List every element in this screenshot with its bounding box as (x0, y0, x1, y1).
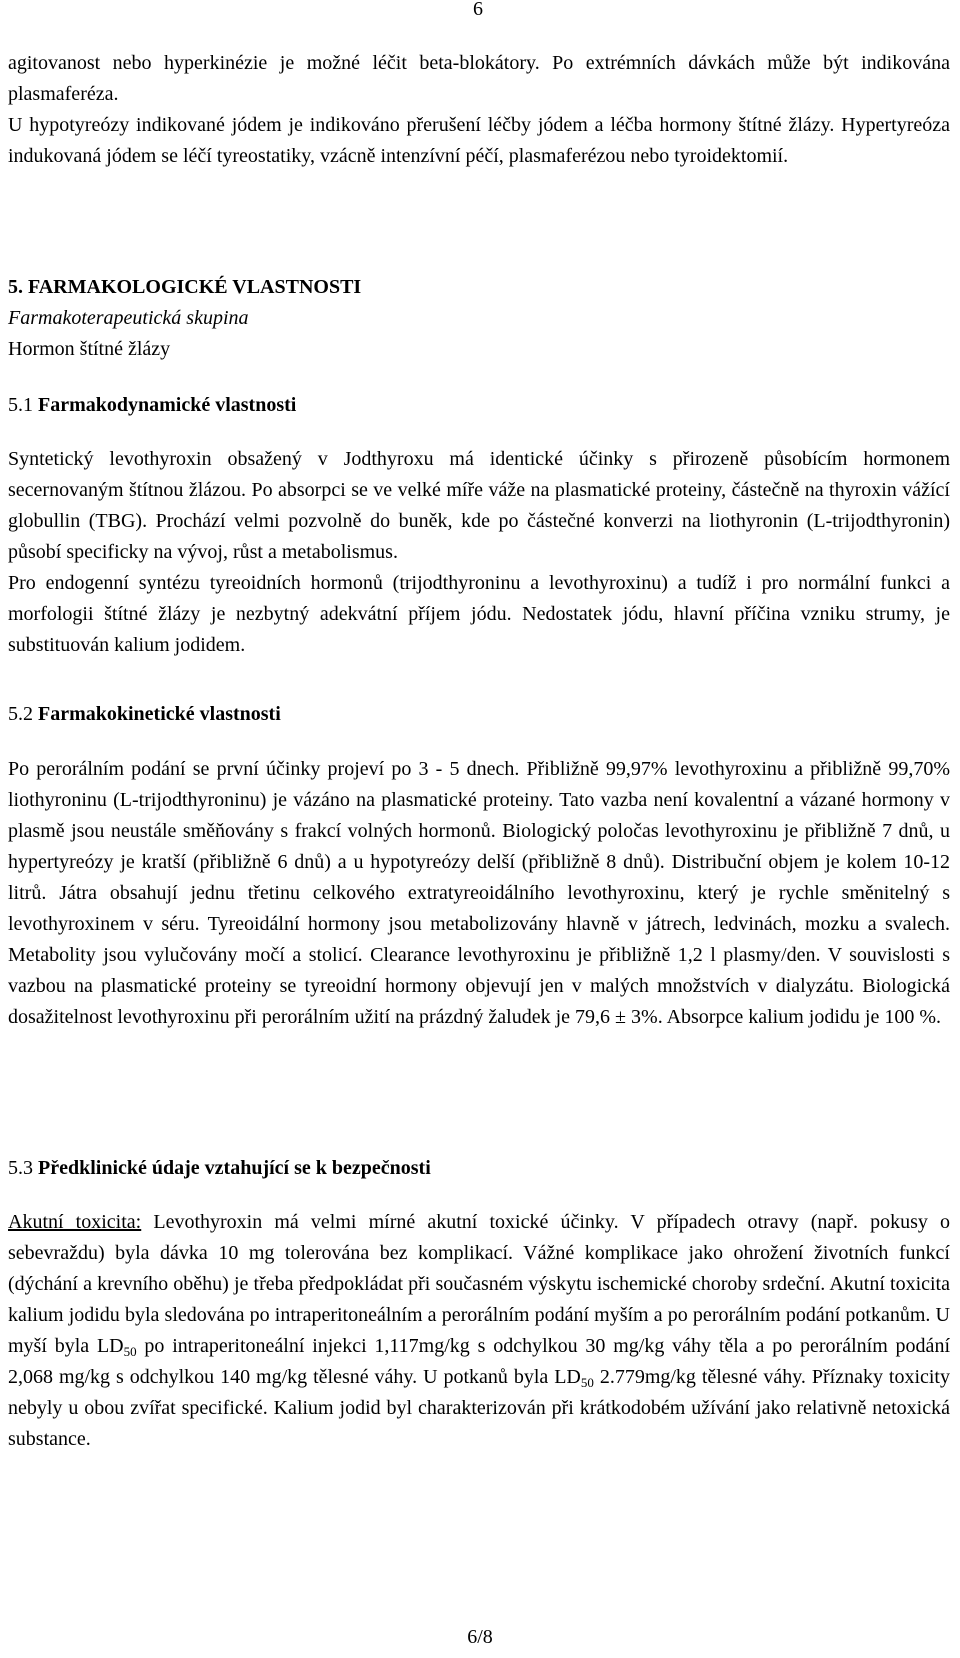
section-5-1-paragraph-1: Syntetický levothyroxin obsažený v Jodthyroxu má identické účinky s přirozeně působícím hormonem secernovaným štítnou žlázou. Po absorpci se ve velké míře váže na plasmatické proteiny, částečně na thyroxin vážící globullin (TBG). Prochází velmi pozvolně do buněk, kde po částečné konverzi na liothyronin (L-trijodthyronin) působí specificky na vývoj, růst a metabolismus. (8, 448, 950, 563)
section-5-3-number: 5.3 (8, 1157, 38, 1179)
section-5-1-paragraph-2: Pro endogenní syntézu tyreoidních hormonů (trijodthyroninu a levothyroxinu) a tudíž i pro normální funkci a morfologii štítné žlázy je nezbytný adekvátní příjem jódu. Nedostatek jódu, hlavní příčina vzniku strumy, je substituován kalium jodidem. (8, 572, 950, 656)
section-5-2-title: Farmakokinetické vlastnosti (38, 703, 281, 725)
section-5-1-body (8, 444, 950, 661)
toxicity-text-a: Levothyroxin má velmi mírné akutní toxické účinky. V případech otravy (např. pokusy o sebevraždu) byla dávka 10 mg tolerována bez komplikací. Vážné komplikace jako ohrožení životních funkcí (dýchání a krevního oběhu) je třeba předpokládat při současném výskytu ischemické choroby srdeční. Akutní toxicita kalium jodidu byla sledována po intraperitoneálním a perorálním podání myším a po perorálním podání potkanům. U myší byla LD (8, 1211, 951, 1357)
section-5-2-number: 5.2 (8, 703, 38, 725)
section-5-1-number: 5.1 (8, 394, 38, 416)
section-5-3-paragraph (8, 1207, 950, 1455)
intro-section (8, 48, 950, 172)
acute-toxicity-label: Akutní toxicita: (8, 1211, 142, 1233)
intro-paragraph-1: agitovanost nebo hyperkinézie je možné léčit beta-blokátory. Po extrémních dávkách může být indikována plasmaferéza. (8, 52, 950, 105)
page-number-bottom: 6/8 (467, 1626, 493, 1648)
toxicity-text-b: po intraperitoneální injekci 1,117mg/kg s odchylkou 30 mg/kg váhy těla a po perorálním podání 2,068 mg/kg s odchylkou 140 mg/kg tělesné váhy. U potkanů byla LD (8, 1335, 950, 1388)
section-5-3-title: Předklinické údaje vztahující se k bezpečnosti (38, 1157, 431, 1179)
toxicity-text-c: 2.779mg/kg tělesné váhy. Příznaky toxicity nebyly u obou zvířat specifické. Kalium jodid byl charakterizován při krátkodobém užívání jako relativně netoxická substance. (8, 1366, 950, 1450)
section-5-1-title: Farmakodynamické vlastnosti (38, 394, 297, 416)
section-5-2-paragraph: Po perorálním podání se první účinky projeví po 3 - 5 dnech. Přibližně 99,97% levothyroxinu a přibližně 99,70% liothyroninu (L-trijodthyroninu) je vázáno na plasmatické proteiny. Tato vazba není kovalentní a vázané hormony v plasmě jsou neustále směňovány s frakcí volných hormonů. Biologický poločas levothyroxinu je přibližně 7 dnů, u hypertyreózy je kratší (přibližně 6 dnů) a u hypotyreózy delší (přibližně 8 dnů). Distribuční objem je kolem 10-12 litrů. Játra obsahují jednu třetinu celkového extratyreoidálního levothyroxinu, který je rychle směnitelný s levothyroxinem v séru. Tyreoidální hormony jsou metabolizovány hlavně v játrech, ledvinách, mozku a svalech. Metabolity jsou vylučovány močí a stolicí. Clearance levothyroxinu je přibližně 1,2 l plasmy/den. V souvislosti s vazbou na plasmatické proteiny se tyreoidní hormony objevují jen v malých množstvích v dialyzátu. Biologická dosažitelnost levothyroxinu při perorálním užití na prázdný žaludek je 79,6 ± 3%. Absorpce kalium jodidu je 100 %. (8, 758, 950, 1028)
section-5-3-heading (8, 1153, 950, 1184)
section-5-3-body (8, 1207, 950, 1455)
page-number-top: 6 (473, 0, 483, 20)
ld50-subscript-2: 50 (580, 1375, 594, 1390)
ld50-subscript-1: 50 (123, 1344, 137, 1359)
section-5-subtitle: Farmakoterapeutická skupina (8, 307, 249, 329)
section-5-group: Hormon štítné žlázy (8, 338, 171, 360)
section-5-1-heading (8, 390, 950, 421)
section-5-2-body (8, 754, 950, 1033)
intro-paragraph-2: U hypotyreózy indikované jódem je indikováno přerušení léčby jódem a léčba hormony štítné žlázy. Hypertyreóza indukovaná jódem se léčí tyreostatiky, vzácně intenzívní péčí, plasmaferézou nebo tyroidektomií. (8, 114, 950, 167)
section-5-2-heading (8, 699, 950, 730)
section-5-title: 5. FARMAKOLOGICKÉ VLASTNOSTI (8, 276, 362, 298)
section-5 (8, 272, 950, 365)
